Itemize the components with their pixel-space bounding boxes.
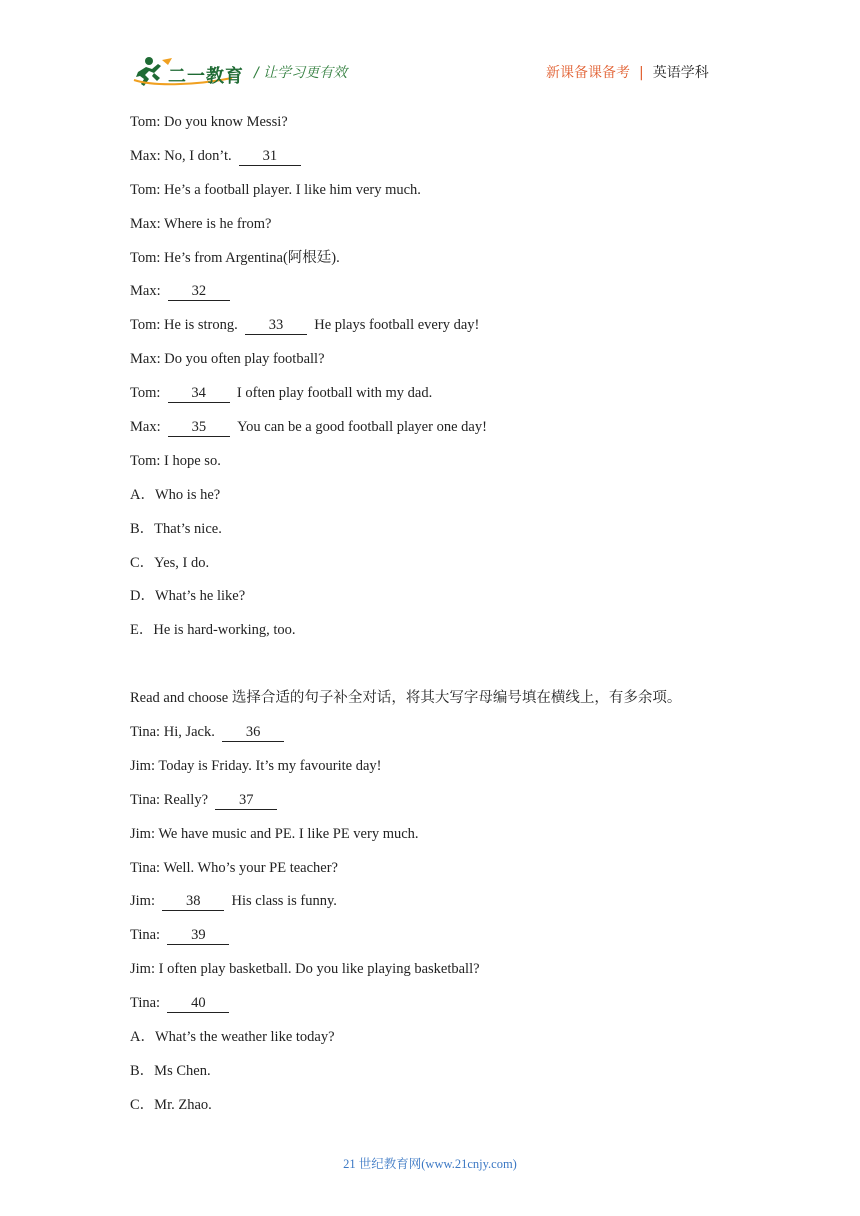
dialog-line (130, 991, 750, 1025)
dialog-line (130, 110, 750, 144)
dialog-line (130, 347, 750, 381)
option-letter: A． (130, 1029, 155, 1046)
dialog-line (130, 178, 750, 212)
dialog-2 (130, 720, 750, 1025)
option-item (130, 517, 750, 551)
speaker: Tom: (130, 317, 161, 334)
option-item (130, 1025, 750, 1059)
dialog-line (130, 822, 750, 856)
option-text: Ms Chen. (154, 1062, 211, 1079)
dialog-line (130, 313, 750, 347)
page-header (0, 52, 860, 92)
option-letter: D． (130, 588, 155, 605)
answer-blank: 33 (245, 316, 307, 335)
option-letter: A． (130, 486, 155, 503)
option-text: Mr. Zhao. (154, 1096, 212, 1113)
answer-blank: 40 (167, 994, 229, 1013)
dialog-text: Really? (163, 791, 209, 808)
speaker: Max: (130, 283, 161, 300)
speaker: Tina: (130, 724, 161, 741)
dialog-text: No, I don’t. (164, 147, 232, 164)
dialog-line (130, 381, 750, 415)
dialog-text-after: He plays football every day! (314, 317, 480, 334)
answer-blank: 39 (167, 926, 229, 945)
section-gap (130, 652, 750, 686)
speaker: Tom: (130, 249, 161, 266)
dialog-text: He’s from Argentina(阿根廷). (164, 249, 340, 266)
dialog-line (130, 415, 750, 449)
speaker: Max: (130, 351, 161, 368)
option-letter: C． (130, 554, 155, 571)
option-text: Yes, I do. (154, 554, 210, 571)
dialog-line (130, 279, 750, 313)
dialog-line (130, 889, 750, 923)
dialog-text: We have music and PE. I like PE very much. (158, 825, 419, 842)
speaker: Max: (130, 419, 161, 436)
dialog-text: He’s a football player. I like him very much. (164, 181, 421, 198)
dialog-text: Do you often play football? (164, 351, 325, 368)
answer-blank: 38 (162, 892, 224, 911)
option-letter: C． (130, 1096, 155, 1113)
dialog-text: Hi, Jack. (163, 724, 215, 741)
speaker: Max: (130, 147, 161, 164)
option-item (130, 584, 750, 618)
option-text: What’s he like? (154, 588, 246, 605)
option-item (130, 551, 750, 585)
slogan: / 让学习更有效 (254, 65, 348, 81)
speaker: Jim: (130, 757, 155, 774)
instruction: Read and choose 选择合适的句子补全对话，将其大写字母编号填在横线上，有多余项。 (130, 690, 682, 707)
speaker: Tom: (130, 114, 161, 130)
option-letter: B． (130, 1062, 155, 1079)
speaker: Tina: (130, 995, 161, 1012)
speaker: Tina: (130, 859, 161, 876)
speaker: Tina: (130, 791, 161, 808)
header-separator: | (639, 65, 644, 81)
header-tagline: 新课备课备考 (546, 65, 630, 81)
options-1 (130, 483, 750, 652)
option-item (130, 618, 750, 652)
option-letter: E． (130, 622, 154, 639)
dialog-line (130, 246, 750, 280)
dialog-line (130, 788, 750, 822)
answer-blank: 37 (215, 791, 277, 810)
option-text: Who is he? (154, 486, 221, 503)
dialog-text-after: You can be a good football player one day! (237, 419, 487, 436)
speaker: Jim: (130, 961, 155, 978)
dialog-text: I hope so. (164, 452, 221, 469)
speaker: Tina: (130, 927, 161, 944)
dialog-line (130, 144, 750, 178)
dialog-line (130, 212, 750, 246)
answer-blank: 36 (222, 723, 284, 742)
dialog-1 (130, 110, 750, 483)
dialog-line (130, 449, 750, 483)
option-text: What’s the weather like today? (154, 1029, 335, 1046)
dialog-text: Do you know Messi? (164, 114, 288, 130)
dialog-text: Well. Who’s your PE teacher? (163, 859, 338, 876)
answer-blank: 31 (239, 147, 301, 166)
speaker: Tom: (130, 385, 161, 402)
logo-text: 二一教育 (168, 66, 244, 87)
option-letter: B． (130, 520, 155, 537)
speaker: Max: (130, 215, 161, 232)
speaker: Tom: (130, 181, 161, 198)
header-right (546, 62, 709, 82)
option-text: He is hard-working, too. (153, 622, 296, 639)
dialog-text-after: His class is funny. (231, 893, 337, 910)
option-item (130, 1093, 750, 1127)
options-2 (130, 1025, 750, 1127)
speaker: Jim: (130, 825, 155, 842)
dialog-line (130, 754, 750, 788)
dialog-line (130, 957, 750, 991)
answer-blank: 34 (168, 384, 230, 403)
header-subject: 英语学科 (652, 65, 709, 81)
speaker: Jim: (130, 893, 155, 910)
option-text: That’s nice. (154, 520, 222, 537)
document-body (130, 110, 750, 1127)
dialog-text: He is strong. (164, 317, 238, 334)
option-item (130, 483, 750, 517)
dialog-line (130, 856, 750, 890)
answer-blank: 32 (168, 282, 230, 301)
page-footer: 21 世纪教育网(www.21cnjy.com) (343, 1157, 517, 1171)
speaker: Tom: (130, 452, 161, 469)
dialog-text: I often play basketball. Do you like playing basketball? (158, 961, 480, 978)
dialog-text: Where is he from? (163, 215, 272, 232)
option-item (130, 1059, 750, 1093)
answer-blank: 35 (168, 418, 230, 437)
dialog-line (130, 923, 750, 957)
dialog-text: Today is Friday. It’s my favourite day! (158, 757, 382, 774)
dialog-text-after: I often play football with my dad. (236, 385, 433, 402)
dialog-line (130, 720, 750, 754)
